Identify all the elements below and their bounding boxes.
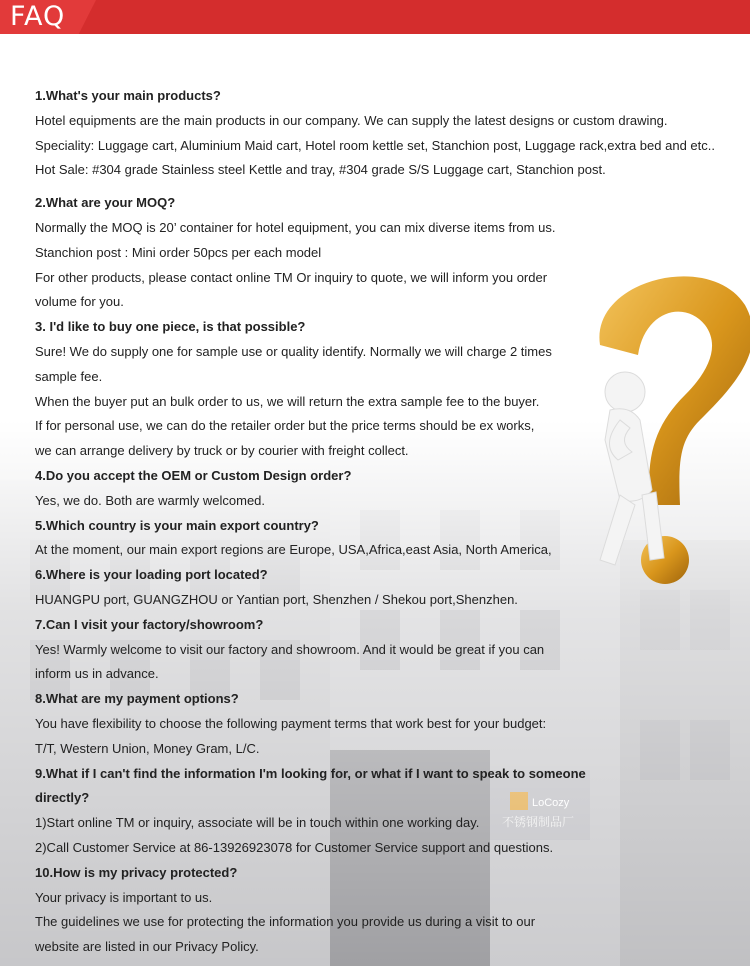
faq-answer-1-line-2: Speciality: Luggage cart, Aluminium Maid cart, Hotel room kettle set, Stanchion post, Luggage rack,extra bed and etc.. — [35, 137, 715, 153]
faq-answer-8-line-1: You have flexibility to choose the following payment terms that work best for your budget: — [35, 715, 547, 731]
faq-question-3: 3. I'd like to buy one piece, is that possible? — [35, 319, 306, 335]
faq-answer-6-line-1: HUANGPU port, GUANGZHOU or Yantian port, Shenzhen / Shekou port,Shenzhen. — [35, 591, 518, 607]
header-band — [0, 0, 750, 34]
faq-answer-2-line-3: For other products, please contact online TM Or inquiry to quote, we will inform you order — [35, 269, 548, 285]
faq-question-9-line-2: directly? — [35, 790, 90, 806]
faq-answer-3-line-5: we can arrange delivery by truck or by courier with freight collect. — [35, 443, 409, 459]
faq-content — [35, 84, 740, 960]
faq-answer-1-line-1: Hotel equipments are the main products in our company. We can supply the latest designs or custom drawing. — [35, 112, 668, 128]
faq-answer-7-line-2: inform us in advance. — [35, 666, 159, 682]
faq-answer-2-line-1: Normally the MOQ is 20’ container for hotel equipment, you can mix diverse items from us. — [35, 219, 556, 235]
faq-question-6: 6.Where is your loading port located? — [35, 567, 268, 583]
faq-answer-8-line-2: T/T, Western Union, Money Gram, L/C. — [35, 740, 260, 756]
faq-answer-9-line-2: 2)Call Customer Service at 86-13926923078 for Customer Service support and questions. — [35, 839, 554, 855]
faq-answer-9-line-1: 1)Start online TM or inquiry, associate will be in touch within one working day. — [35, 815, 480, 831]
page-title: FAQ — [10, 1, 66, 32]
faq-question-9-line-1: 9.What if I can't find the information I'm looking for, or what if I want to speak to someone — [35, 765, 586, 781]
faq-answer-3-line-2: sample fee. — [35, 368, 103, 384]
faq-answer-7-line-1: Yes! Warmly welcome to visit our factory and showroom. And it would be great if you can — [35, 641, 545, 657]
faq-question-10: 10.How is my privacy protected? — [35, 864, 238, 880]
faq-question-4: 4.Do you accept the OEM or Custom Design order? — [35, 467, 352, 483]
spacer — [35, 183, 740, 191]
faq-question-2: 2.What are your MOQ? — [35, 195, 176, 211]
faq-answer-10-line-3: website are listed in our Privacy Policy. — [35, 939, 259, 955]
faq-answer-10-line-1: Your privacy is important to us. — [35, 889, 213, 905]
faq-question-1: 1.What's your main products? — [35, 88, 221, 103]
faq-answer-3-line-1: Sure! We do supply one for sample use or quality identify. Normally we will charge 2 times — [35, 343, 552, 359]
faq-answer-1-line-3: Hot Sale: #304 grade Stainless steel Kettle and tray, #304 grade S/S Luggage cart, Stanchion post. — [35, 162, 606, 178]
faq-question-7: 7.Can I visit your factory/showroom? — [35, 616, 264, 632]
faq-answer-10-line-2: The guidelines we use for protecting the information you provide us during a visit to our — [35, 914, 536, 930]
faq-answer-3-line-4: If for personal use, we can do the retailer order but the price terms should be ex works, — [35, 418, 535, 434]
faq-question-8: 8.What are my payment options? — [35, 691, 239, 707]
faq-answer-3-line-3: When the buyer put an bulk order to us, we will return the extra sample fee to the buyer. — [35, 393, 540, 409]
faq-answer-5-line-1: At the moment, our main export regions are Europe, USA,Africa,east Asia, North America, — [35, 542, 552, 558]
faq-question-5: 5.Which country is your main export country? — [35, 517, 319, 533]
faq-answer-4-line-1: Yes, we do. Both are warmly welcomed. — [35, 492, 266, 508]
faq-answer-2-line-2: Stanchion post : Mini order 50pcs per each model — [35, 244, 322, 260]
faq-answer-2-line-4: volume for you. — [35, 294, 124, 310]
